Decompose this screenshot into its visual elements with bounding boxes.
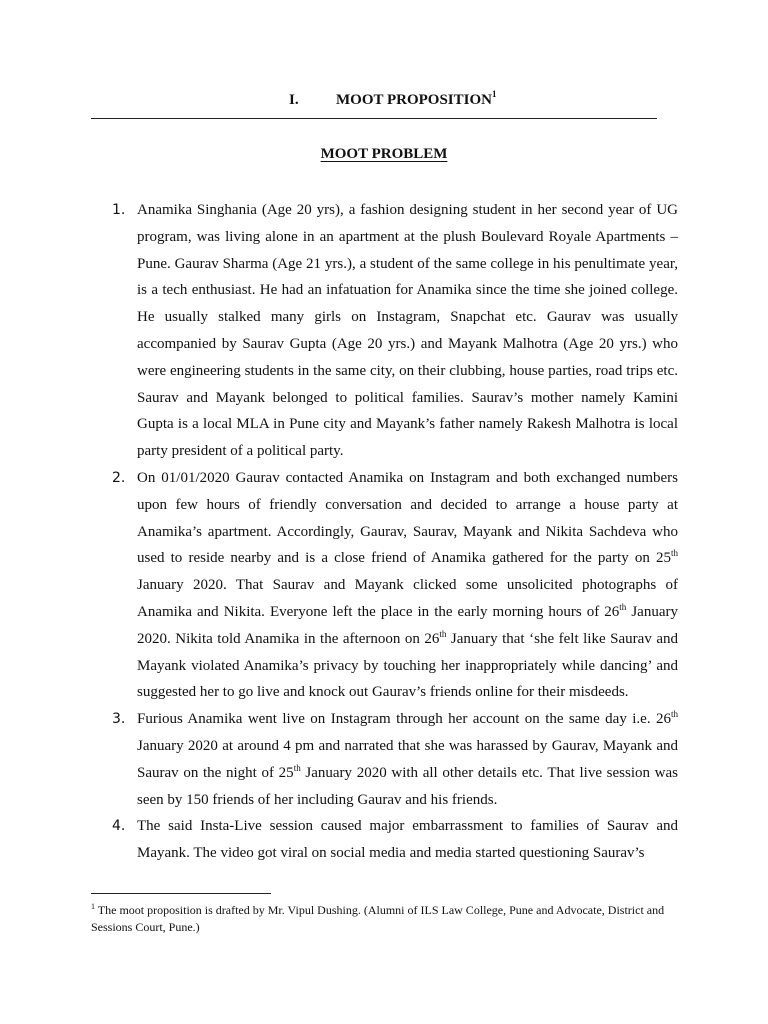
section-number: I.	[289, 92, 299, 108]
numbered-paragraph-list	[112, 197, 678, 867]
footnote-text: The moot proposition is drafted by Mr. Vipul Dushing. (Alumni of ILS Law College, Pune and Advocate, District and Sessions Court, Pune.)	[91, 903, 665, 934]
paragraph-text: January 2020 at around 4 pm and narrated that she was harassed by Gaurav, Mayank and Saurav on the night of 25	[137, 737, 678, 781]
paragraph-text: January that ‘she felt like Saurav and Mayank violated Anamika’s privacy by touching her inappropriately while dancing’ and suggested her to go live and knock out Gaurav’s friends online for their misdeeds.	[137, 630, 678, 701]
footnote-mark: 1	[91, 902, 95, 911]
list-item-number: 4.	[112, 818, 126, 835]
list-item	[112, 197, 678, 465]
paragraph-text: On 01/01/2020 Gaurav contacted Anamika on Instagram and both exchanged numbers upon few hours of friendly conversation and decided to arrange a house party at Anamika’s apartment. Accordingly, Gaurav, Saurav, Mayank and Nikita Sachdeva who used to reside nearby and is a close friend of Anamika gathered for the party on 25	[137, 469, 678, 567]
heading-divider	[91, 118, 657, 119]
paragraph-text: The said Insta-Live session caused major embarrassment to families of Saurav and Mayank. The video got viral on social media and media started questioning Saurav’s	[137, 818, 678, 862]
list-item	[112, 465, 678, 706]
paragraph-text: January 2020. That Saurav and Mayank clicked some unsolicited photographs of Anamika and Nikita. Everyone left the place in the early morning hours of 26	[137, 577, 678, 620]
list-item-number: 3.	[112, 711, 126, 728]
list-item	[112, 706, 678, 813]
paragraph-text: Anamika Singhania (Age 20 yrs), a fashion designing student in her second year of UG program, was living alone in an apartment at the plush Boulevard Royale Apartments – Pune. Gaurav Sharma (Age 21 yrs.), a student of the same college in his penultimate year, is a tech enthusiast. He had an infatuation for Anamika since the time she joined college. He usually stalked many girls on Instagram, Snapchat etc. Gaurav was usually accompanied by Saurav Gupta (Age 20 yrs.) and Mayank Malhotra (Age 20 yrs.) who were engineering students in the same city, on their clubbing, house parties, road trips etc. Saurav and Mayank belonged to political families. Saurav’s mother namely Kamini Gupta is a local MLA in Pune city and Mayank’s father namely Rakesh Malhotra is local party president of a political party.	[137, 202, 678, 460]
ordinal-suffix: th	[293, 762, 301, 773]
paragraph-text: January 2020 with all other details etc. That live session was seen by 150 friends of her including Gaurav and his friends.	[137, 764, 678, 808]
ordinal-suffix: th	[439, 628, 447, 639]
list-item	[112, 813, 678, 867]
paragraph-text: Furious Anamika went live on Instagram through her account on the same day i.e. 26	[137, 711, 671, 728]
section-title: MOOT PROPOSITION	[336, 92, 492, 108]
moot-problem-heading: MOOT PROBLEM	[320, 146, 448, 162]
section-heading	[289, 90, 497, 109]
ordinal-suffix: th	[670, 548, 678, 559]
ordinal-suffix: th	[619, 601, 627, 612]
footnote-divider	[91, 893, 271, 894]
footnote-reference[interactable]: 1	[492, 89, 497, 99]
list-item-number: 1.	[112, 202, 126, 218]
footnote	[91, 902, 681, 935]
paragraph-text: January 2020. Nikita told Anamika in the afternoon on 26	[137, 603, 678, 647]
list-item-number: 2.	[112, 469, 126, 486]
ordinal-suffix: th	[670, 709, 678, 720]
